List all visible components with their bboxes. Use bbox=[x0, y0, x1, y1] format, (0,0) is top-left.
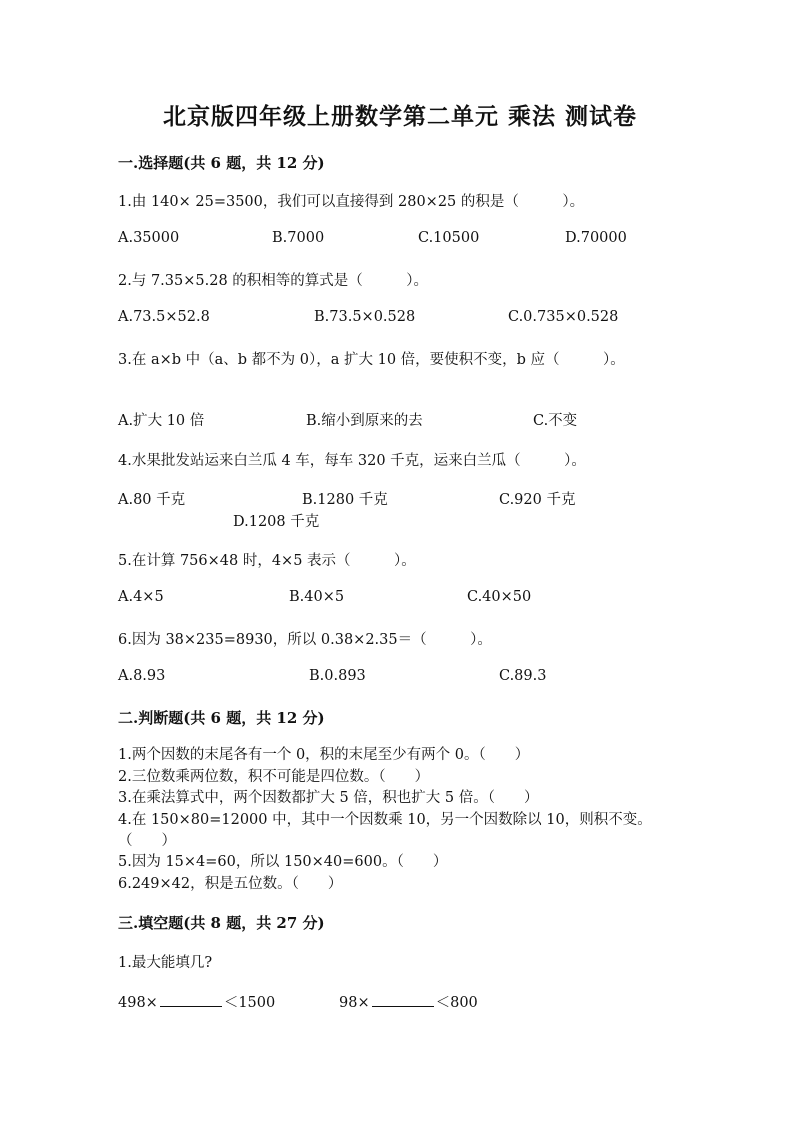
option: D.70000 bbox=[565, 230, 627, 246]
fill-right: ＜800 bbox=[435, 995, 478, 1011]
question-text: 6.因为 38×235=8930，所以 0.38×2.35＝（ ）。 bbox=[118, 632, 492, 648]
option: C.40×50 bbox=[467, 589, 532, 605]
section-heading-choice: 一.选择题(共 6 题，共 12 分) bbox=[118, 154, 325, 172]
fill-expression bbox=[339, 991, 478, 1012]
option: C.不变 bbox=[533, 413, 578, 429]
option: A.35000 bbox=[118, 230, 180, 246]
fill-right: ＜1500 bbox=[223, 995, 276, 1011]
option: B.0.893 bbox=[309, 668, 366, 684]
option: A.扩大 10 倍 bbox=[118, 413, 205, 429]
judge-item: 5.因为 15×4=60，所以 150×40=600。（ ） bbox=[118, 854, 448, 870]
option: B.40×5 bbox=[289, 589, 345, 605]
section-heading-fill: 三.填空题(共 8 题，共 27 分) bbox=[118, 914, 325, 932]
question-text: 3.在 a×b 中（a、b 都不为 0），a 扩大 10 倍，要使积不变，b 应（ ）。 bbox=[118, 352, 625, 368]
option: B.7000 bbox=[272, 230, 325, 246]
option: D.1208 千克 bbox=[233, 514, 320, 530]
option: C.10500 bbox=[418, 230, 480, 246]
fill-left: 98× bbox=[339, 995, 370, 1011]
question-text: 2.与 7.35×5.28 的积相等的算式是（ ）。 bbox=[118, 273, 429, 289]
option: A.73.5×52.8 bbox=[118, 309, 210, 325]
question-text: 1.最大能填几? bbox=[118, 955, 213, 971]
option: A.80 千克 bbox=[118, 492, 186, 508]
judge-item: 4.在 150×80=12000 中，其中一个因数乘 10，另一个因数除以 10，则积不变。 bbox=[118, 812, 652, 828]
judge-item: 3.在乘法算式中，两个因数都扩大 5 倍，积也扩大 5 倍。（ ） bbox=[118, 790, 539, 806]
section-heading-judge: 二.判断题(共 6 题，共 12 分) bbox=[118, 709, 325, 727]
option: B.73.5×0.528 bbox=[314, 309, 416, 325]
option: C.0.735×0.528 bbox=[508, 309, 619, 325]
judge-item: 6.249×42，积是五位数。（ ） bbox=[118, 876, 343, 892]
option: C.920 千克 bbox=[499, 492, 576, 508]
answer-blank[interactable] bbox=[372, 994, 434, 1007]
question-text: 4.水果批发站运来白兰瓜 4 车，每车 320 千克，运来白兰瓜（ ）。 bbox=[118, 453, 586, 469]
option: B.缩小到原来的去 bbox=[306, 413, 423, 429]
fill-expression bbox=[118, 991, 275, 1012]
option: C.89.3 bbox=[499, 668, 547, 684]
option: B.1280 千克 bbox=[302, 492, 388, 508]
judge-item-continued: （ ） bbox=[118, 833, 176, 849]
option: A.4×5 bbox=[118, 589, 164, 605]
judge-item: 1.两个因数的末尾各有一个 0，积的末尾至少有两个 0。（ ） bbox=[118, 747, 530, 763]
judge-item: 2.三位数乘两位数，积不可能是四位数。（ ） bbox=[118, 769, 430, 785]
question-text: 5.在计算 756×48 时，4×5 表示（ ）。 bbox=[118, 553, 416, 569]
answer-blank[interactable] bbox=[160, 994, 222, 1007]
page-title: 北京版四年级上册数学第二单元 乘法 测试卷 bbox=[162, 103, 637, 130]
option: A.8.93 bbox=[118, 668, 166, 684]
fill-left: 498× bbox=[118, 995, 158, 1011]
question-text: 1.由 140× 25=3500，我们可以直接得到 280×25 的积是（ ）。 bbox=[118, 194, 585, 210]
